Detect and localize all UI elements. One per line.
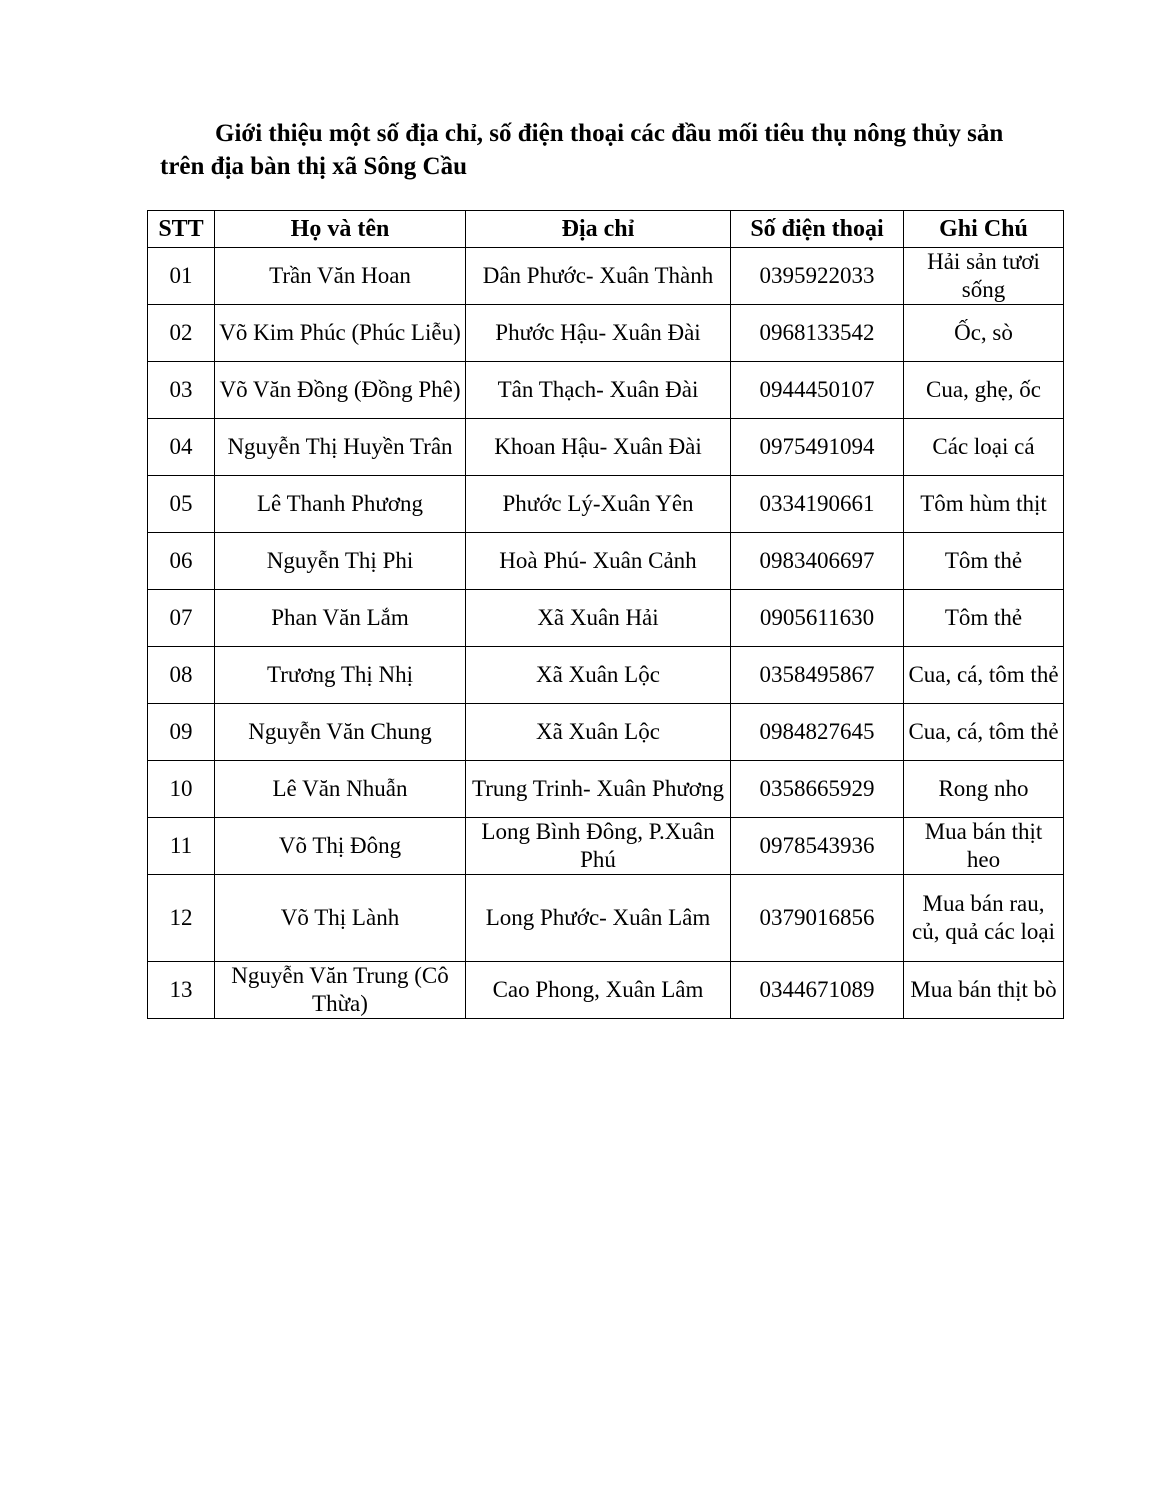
header-note: Ghi Chú xyxy=(904,211,1064,248)
cell-phone: 0395922033 xyxy=(731,248,904,305)
cell-name: Võ Thị Lành xyxy=(215,875,466,962)
cell-stt: 13 xyxy=(148,962,215,1019)
cell-address: Xã Xuân Lộc xyxy=(466,647,731,704)
header-stt: STT xyxy=(148,211,215,248)
cell-stt: 09 xyxy=(148,704,215,761)
table-row xyxy=(148,647,1064,704)
cell-address: Long Phước- Xuân Lâm xyxy=(466,875,731,962)
cell-address: Phước Hậu- Xuân Đài xyxy=(466,305,731,362)
cell-note: Hải sản tươi sống xyxy=(904,248,1064,305)
cell-phone: 0975491094 xyxy=(731,419,904,476)
cell-name: Trương Thị Nhị xyxy=(215,647,466,704)
cell-name: Nguyễn Thị Huyền Trân xyxy=(215,419,466,476)
cell-phone: 0978543936 xyxy=(731,818,904,875)
header-phone: Số điện thoại xyxy=(731,211,904,248)
cell-stt: 08 xyxy=(148,647,215,704)
cell-name: Võ Kim Phúc (Phúc Liễu) xyxy=(215,305,466,362)
cell-address: Hoà Phú- Xuân Cảnh xyxy=(466,533,731,590)
table-row xyxy=(148,875,1064,962)
cell-stt: 11 xyxy=(148,818,215,875)
cell-note: Rong nho xyxy=(904,761,1064,818)
cell-phone: 0905611630 xyxy=(731,590,904,647)
cell-note: Cua, ghẹ, ốc xyxy=(904,362,1064,419)
table-row xyxy=(148,248,1064,305)
cell-address: Xã Xuân Lộc xyxy=(466,704,731,761)
cell-phone: 0334190661 xyxy=(731,476,904,533)
document-title: Giới thiệu một số địa chỉ, số điện thoại các đầu mối tiêu thụ nông thủy sản trên địa bàn thị xã Sông Cầu xyxy=(160,120,1004,180)
cell-phone: 0984827645 xyxy=(731,704,904,761)
contacts-table xyxy=(147,210,1064,1019)
cell-phone: 0983406697 xyxy=(731,533,904,590)
cell-address: Xã Xuân Hải xyxy=(466,590,731,647)
cell-phone: 0358495867 xyxy=(731,647,904,704)
cell-stt: 06 xyxy=(148,533,215,590)
cell-stt: 02 xyxy=(148,305,215,362)
table-row xyxy=(148,305,1064,362)
cell-note: Các loại cá xyxy=(904,419,1064,476)
cell-name: Nguyễn Văn Trung (Cô Thừa) xyxy=(215,962,466,1019)
cell-note: Mua bán thịt heo xyxy=(904,818,1064,875)
cell-phone: 0358665929 xyxy=(731,761,904,818)
cell-stt: 07 xyxy=(148,590,215,647)
cell-name: Nguyễn Thị Phi xyxy=(215,533,466,590)
cell-note: Cua, cá, tôm thẻ xyxy=(904,647,1064,704)
table-row xyxy=(148,590,1064,647)
table-row xyxy=(148,476,1064,533)
cell-phone: 0968133542 xyxy=(731,305,904,362)
cell-phone: 0379016856 xyxy=(731,875,904,962)
table-row xyxy=(148,761,1064,818)
table-header-row xyxy=(148,211,1064,248)
table-row xyxy=(148,362,1064,419)
cell-name: Nguyễn Văn Chung xyxy=(215,704,466,761)
cell-note: Cua, cá, tôm thẻ xyxy=(904,704,1064,761)
table-row xyxy=(148,818,1064,875)
cell-name: Lê Thanh Phương xyxy=(215,476,466,533)
cell-address: Cao Phong, Xuân Lâm xyxy=(466,962,731,1019)
header-name: Họ và tên xyxy=(215,211,466,248)
cell-address: Long Bình Đông, P.Xuân Phú xyxy=(466,818,731,875)
cell-name: Phan Văn Lắm xyxy=(215,590,466,647)
cell-address: Tân Thạch- Xuân Đài xyxy=(466,362,731,419)
cell-note: Ốc, sò xyxy=(904,305,1064,362)
table-row xyxy=(148,419,1064,476)
cell-stt: 04 xyxy=(148,419,215,476)
cell-stt: 05 xyxy=(148,476,215,533)
cell-name: Võ Thị Đông xyxy=(215,818,466,875)
cell-phone: 0944450107 xyxy=(731,362,904,419)
cell-address: Phước Lý-Xuân Yên xyxy=(466,476,731,533)
cell-note: Tôm thẻ xyxy=(904,590,1064,647)
header-address: Địa chỉ xyxy=(466,211,731,248)
cell-note: Mua bán thịt bò xyxy=(904,962,1064,1019)
cell-note: Mua bán rau, củ, quả các loại xyxy=(904,875,1064,962)
cell-name: Võ Văn Đồng (Đồng Phê) xyxy=(215,362,466,419)
table-row xyxy=(148,533,1064,590)
cell-phone: 0344671089 xyxy=(731,962,904,1019)
cell-stt: 12 xyxy=(148,875,215,962)
cell-address: Trung Trinh- Xuân Phương xyxy=(466,761,731,818)
table-row xyxy=(148,704,1064,761)
cell-stt: 10 xyxy=(148,761,215,818)
cell-note: Tôm hùm thịt xyxy=(904,476,1064,533)
cell-stt: 01 xyxy=(148,248,215,305)
cell-note: Tôm thẻ xyxy=(904,533,1064,590)
cell-name: Trần Văn Hoan xyxy=(215,248,466,305)
cell-address: Khoan Hậu- Xuân Đài xyxy=(466,419,731,476)
cell-name: Lê Văn Nhuẫn xyxy=(215,761,466,818)
cell-stt: 03 xyxy=(148,362,215,419)
table-row xyxy=(148,962,1064,1019)
cell-address: Dân Phước- Xuân Thành xyxy=(466,248,731,305)
